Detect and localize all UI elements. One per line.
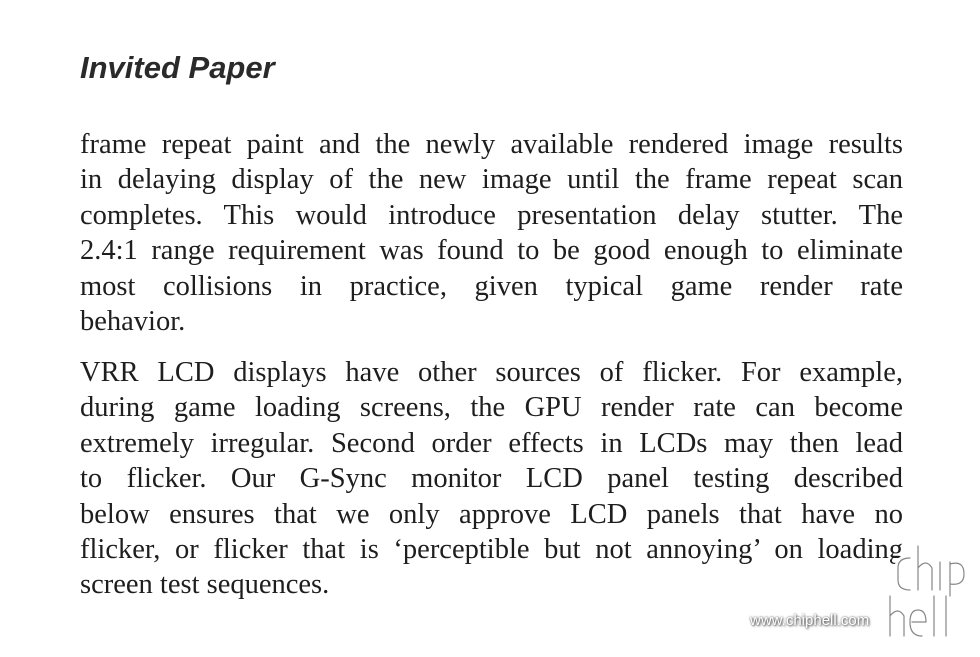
text-line: flicker, or flicker that is ‘perceptible but not annoying’ on loading (80, 534, 903, 566)
text-line: screen test sequences. (80, 569, 330, 601)
text-line: below ensures that we only approve LCD panels that have no (80, 498, 903, 530)
section-header: Invited Paper (80, 50, 275, 85)
text-line: to flicker. Our G-Sync monitor LCD panel testing described (80, 463, 903, 495)
text-line: most collisions in practice, given typical game render rate (80, 270, 903, 302)
text-line: VRR LCD displays have other sources of flicker. For example, (80, 357, 903, 388)
chiphell-watermark (750, 540, 975, 640)
watermark-url: www.chiphell.com (750, 612, 870, 629)
text-line: frame repeat paint and the newly available rendered image results (80, 129, 903, 160)
text-line: during game loading screens, the GPU render rate can become (80, 392, 903, 424)
text-line: behavior. (80, 306, 186, 338)
text-line: in delaying display of the new image until the frame repeat scan (80, 164, 903, 196)
text-line: extremely irregular. Second order effects in LCDs may then lead (80, 427, 903, 459)
text-line: 2.4:1 range requirement was found to be good enough to eliminate (80, 235, 903, 267)
text-line: completes. This would introduce presentation delay stutter. The (80, 199, 903, 231)
paragraph-1 (80, 127, 903, 339)
